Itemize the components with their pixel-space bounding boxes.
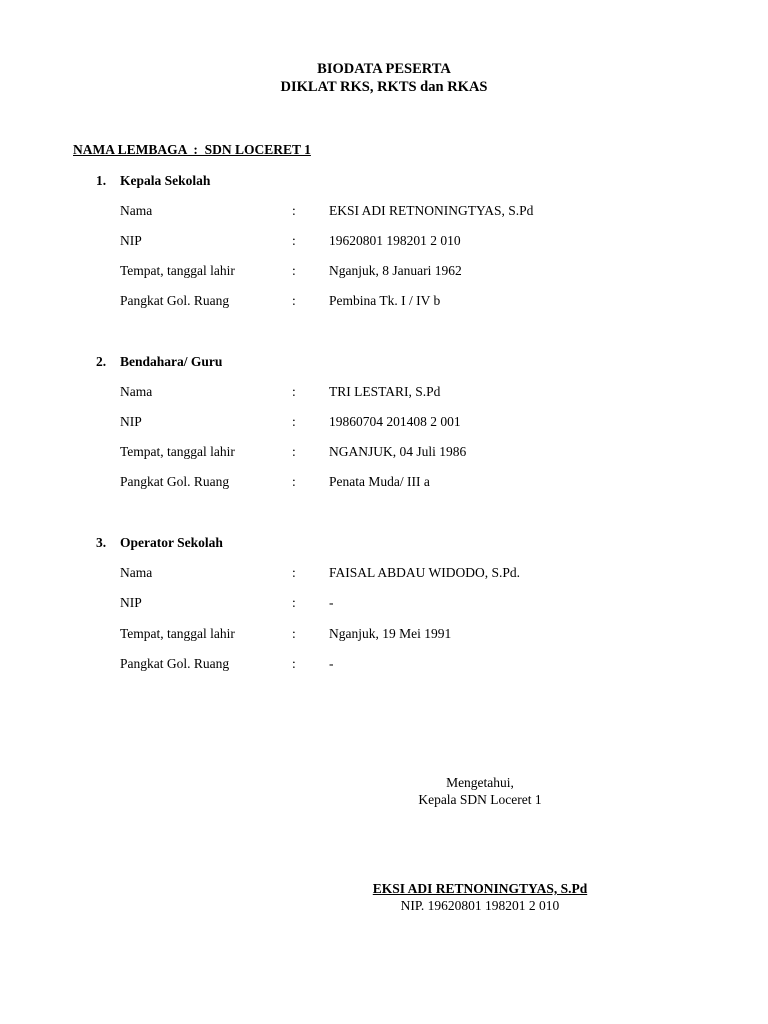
- field-row-pangkat: [0, 474, 768, 492]
- signature-acknowledge: Mengetahui,: [446, 775, 514, 790]
- field-colon: :: [292, 233, 296, 248]
- field-value: Nganjuk, 8 Januari 1962: [329, 263, 462, 278]
- field-value: NGANJUK, 04 Juli 1986: [329, 444, 467, 459]
- field-value: 19620801 198201 2 010: [329, 233, 461, 248]
- signature-position: Kepala SDN Loceret 1: [418, 792, 542, 807]
- field-colon: :: [292, 656, 296, 671]
- field-colon: :: [292, 444, 296, 459]
- field-colon: :: [292, 263, 296, 278]
- field-value: EKSI ADI RETNONINGTYAS, S.Pd: [329, 203, 534, 218]
- field-label: Nama: [120, 565, 153, 580]
- field-row-nama: [0, 565, 768, 583]
- section-number: 3.: [96, 535, 107, 550]
- field-label: Nama: [120, 203, 153, 218]
- field-label: Pangkat Gol. Ruang: [120, 293, 230, 308]
- field-colon: :: [292, 595, 296, 610]
- document-title-line2: DIKLAT RKS, RKTS dan RKAS: [280, 79, 488, 95]
- section-title: Bendahara/ Guru: [120, 354, 223, 369]
- section-title: Operator Sekolah: [120, 535, 223, 550]
- field-label: NIP: [120, 233, 142, 248]
- field-value: FAISAL ABDAU WIDODO, S.Pd.: [329, 565, 521, 580]
- field-row-nama: [0, 384, 768, 402]
- field-colon: :: [292, 203, 296, 218]
- field-value: Pembina Tk. I / IV b: [329, 293, 441, 308]
- field-label: NIP: [120, 595, 142, 610]
- section-number: 1.: [96, 173, 107, 188]
- field-label: Tempat, tanggal lahir: [120, 444, 235, 459]
- field-value: 19860704 201408 2 001: [329, 414, 461, 429]
- field-row-tempat-tanggal-lahir: [0, 626, 768, 644]
- field-label: Pangkat Gol. Ruang: [120, 474, 230, 489]
- field-colon: :: [292, 384, 296, 399]
- field-value: Penata Muda/ III a: [329, 474, 430, 489]
- field-row-nip: [0, 414, 768, 432]
- field-value: -: [329, 656, 334, 671]
- document-title-line1: BIODATA PESERTA: [317, 61, 451, 77]
- field-row-pangkat: [0, 656, 768, 674]
- field-label: Tempat, tanggal lahir: [120, 263, 235, 278]
- signer-name: EKSI ADI RETNONINGTYAS, S.Pd: [372, 881, 588, 896]
- field-colon: :: [292, 565, 296, 580]
- field-row-tempat-tanggal-lahir: [0, 444, 768, 462]
- institution-name: NAMA LEMBAGA : SDN LOCERET 1: [73, 142, 311, 157]
- field-colon: :: [292, 626, 296, 641]
- field-label: Pangkat Gol. Ruang: [120, 656, 230, 671]
- section-heading-kepala-sekolah: [96, 173, 210, 189]
- field-colon: :: [292, 293, 296, 308]
- field-label: Nama: [120, 384, 153, 399]
- section-heading-bendahara-guru: [96, 354, 222, 370]
- field-row-nip: [0, 595, 768, 613]
- field-row-tempat-tanggal-lahir: [0, 263, 768, 281]
- field-label: NIP: [120, 414, 142, 429]
- section-heading-operator-sekolah: [96, 535, 223, 551]
- field-colon: :: [292, 474, 296, 489]
- field-label: Tempat, tanggal lahir: [120, 626, 235, 641]
- signer-nip: NIP. 19620801 198201 2 010: [400, 898, 560, 913]
- field-row-nama: [0, 203, 768, 221]
- field-row-pangkat: [0, 293, 768, 311]
- section-number: 2.: [96, 354, 107, 369]
- field-value: Nganjuk, 19 Mei 1991: [329, 626, 452, 641]
- field-value: -: [329, 595, 334, 610]
- field-row-nip: [0, 233, 768, 251]
- field-value: TRI LESTARI, S.Pd: [329, 384, 441, 399]
- field-colon: :: [292, 414, 296, 429]
- section-title: Kepala Sekolah: [120, 173, 211, 188]
